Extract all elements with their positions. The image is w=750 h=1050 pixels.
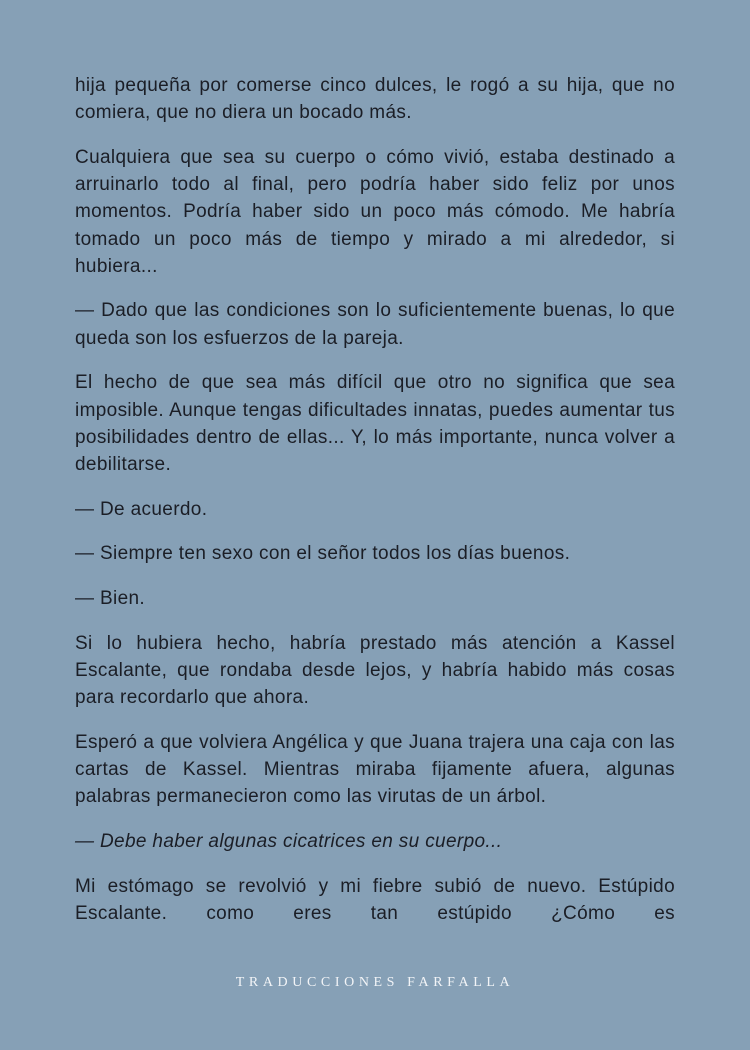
- paragraph: Cualquiera que sea su cuerpo o cómo vivió, estaba destinado a arruinarlo todo al final, pero podría haber sido feliz por unos momentos. Podría haber sido un poco más cómodo. Me habría tomado un poco más de tiempo y mirado a mi alrededor, si hubiera...: [75, 146, 675, 277]
- footer-credit: TRADUCCIONES FARFALLA: [235, 975, 515, 990]
- dialogue-line: — De acuerdo.: [75, 498, 208, 520]
- italic-dialogue-line: — Debe haber algunas cicatrices en su cuerpo...: [75, 830, 503, 852]
- paragraph: Si lo hubiera hecho, habría prestado más atención a Kassel Escalante, que rondaba desde lejos, y habría habido más cosas para recordarlo que ahora.: [75, 632, 675, 709]
- paragraph: hija pequeña por comerse cinco dulces, le rogó a su hija, que no comiera, que no diera un bocado más.: [75, 75, 675, 124]
- page-body: [75, 72, 675, 927]
- paragraph: El hecho de que sea más difícil que otro no significa que sea imposible. Aunque tengas dificultades innatas, puedes aumentar tus posibilidades dentro de ellas... Y, lo más importante, nunca volver a debilitarse.: [75, 372, 675, 475]
- paragraph: Esperó a que volviera Angélica y que Juana trajera una caja con las cartas de Kassel. Mientras miraba fijamente afuera, algunas palabras permanecieron como las virutas de un árbol.: [75, 731, 675, 808]
- dialogue-line: — Bien.: [75, 588, 146, 610]
- dialogue-line: — Dado que las condiciones son lo suficientemente buenas, lo que queda son los esfuerzos de la pareja.: [75, 300, 675, 349]
- paragraph: Mi estómago se revolvió y mi fiebre subió de nuevo. Estúpido Escalante. como eres tan estúpido ¿Cómo es: [75, 875, 675, 924]
- dialogue-line: — Siempre ten sexo con el señor todos los días buenos.: [75, 543, 571, 565]
